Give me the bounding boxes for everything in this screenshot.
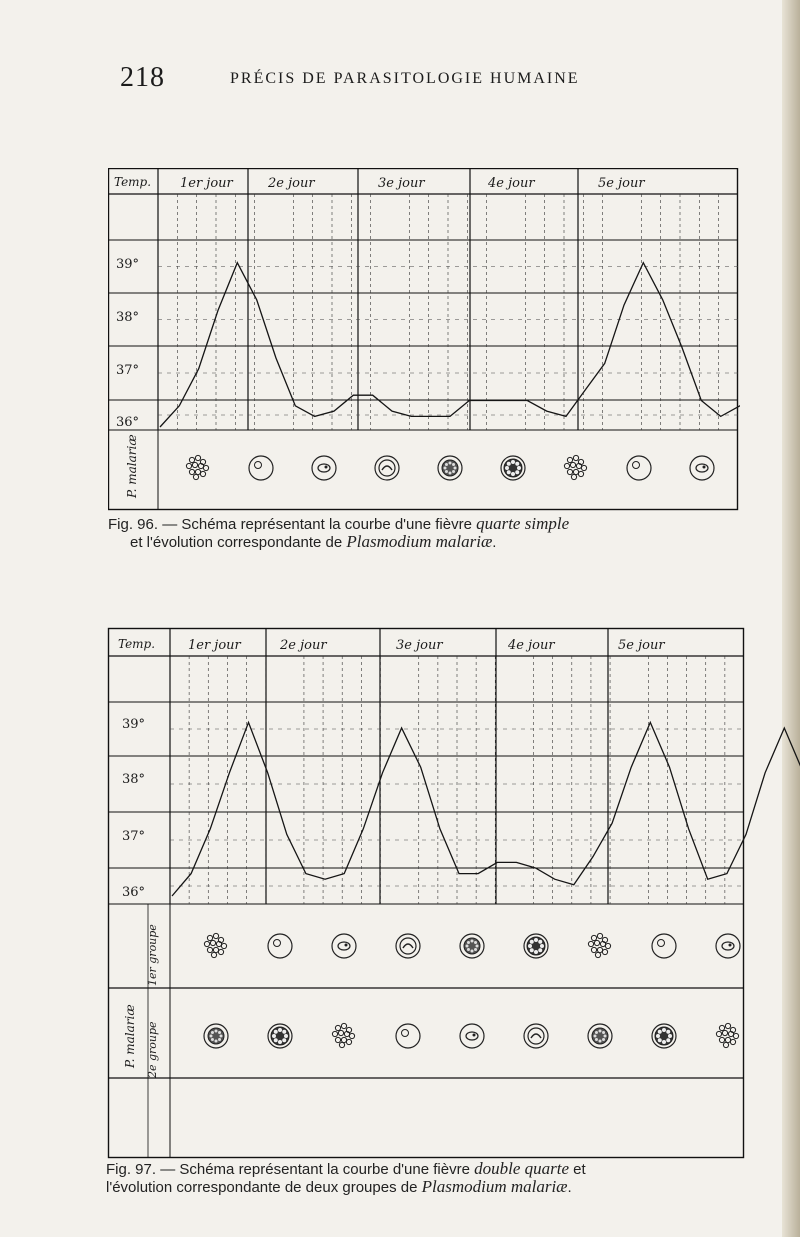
parasite-rosette [515, 470, 519, 474]
parasite-schizont [213, 947, 218, 952]
parasite-rosette [511, 460, 515, 464]
parasite-schizont [605, 943, 610, 948]
page-number: 218 [120, 62, 165, 93]
temp-label: 39° [116, 257, 140, 272]
parasite-rosette [282, 1030, 286, 1034]
parasite-rosette [515, 462, 519, 466]
parasite-ring [473, 1034, 476, 1037]
parasite-segmented [210, 1035, 213, 1038]
parasite-rosette [528, 944, 532, 948]
parasite-rosette [278, 1040, 282, 1044]
parasite-row-label: P. malariæ [125, 434, 139, 498]
parasite-schizont [602, 949, 607, 954]
parasite-segmented [449, 472, 452, 475]
day-header: 4e jour [488, 176, 535, 191]
parasite-ring [325, 466, 328, 469]
parasite-segmented [445, 463, 448, 466]
parasite-rosette [658, 1038, 662, 1042]
parasite-ring [716, 934, 740, 958]
parasite-young [274, 940, 281, 947]
parasite-schizont [221, 943, 226, 948]
parasite-schizont [195, 469, 200, 474]
caption-emphasis: Plasmodium malariæ [346, 532, 493, 551]
parasite-rosette [534, 950, 538, 954]
parasite-segmented [471, 940, 474, 943]
parasite-rosette [511, 472, 515, 476]
day-header: 5e jour [598, 176, 645, 191]
parasite-band [528, 1028, 544, 1044]
parasite-rosette [272, 1034, 276, 1038]
parasite-segmented [599, 1040, 602, 1043]
parasite-rosette [530, 948, 534, 952]
parasite-segmented [211, 1038, 214, 1041]
parasite-schizont [591, 935, 596, 940]
caption-emphasis: double quarte [474, 1159, 569, 1178]
parasite-schizont [567, 457, 572, 462]
parasite-schizont [207, 947, 212, 952]
page-header [0, 62, 800, 102]
temp-header: Temp. [114, 175, 152, 189]
caption-text: l'évolution correspondante de deux groupes de [106, 1179, 418, 1196]
parasite-schizont [573, 455, 578, 460]
caption-text: — Schéma représentant la courbe d'une fièvre [162, 516, 472, 533]
parasite-rosette [540, 944, 544, 948]
parasite-rosette [668, 1034, 672, 1038]
parasite-schizont [595, 952, 600, 957]
parasite-band [403, 944, 413, 948]
parasite-schizont [719, 1025, 724, 1030]
parasite-schizont [733, 1033, 738, 1038]
parasite-ring [345, 944, 348, 947]
parasite-schizont [218, 949, 223, 954]
parasite-ring [466, 1032, 478, 1040]
parasite-schizont [346, 1039, 351, 1044]
parasite-schizont [571, 474, 576, 479]
figure-96-caption [108, 515, 748, 551]
caption-text: — Schéma représentant la courbe d'une fièvre [160, 1161, 470, 1178]
parasite-schizont [730, 1039, 735, 1044]
parasite-young [268, 934, 292, 958]
parasite-schizont [211, 952, 216, 957]
parasite-ring [729, 944, 732, 947]
figure-97-full [108, 628, 748, 1078]
parasite-segmented [471, 950, 474, 953]
temp-label: 39° [122, 717, 146, 732]
parasite-segmented [602, 1031, 605, 1034]
parasite-rosette [507, 470, 511, 474]
group-label: 1er groupe [146, 924, 159, 986]
parasite-schizont [189, 457, 194, 462]
parasite-schizont [335, 1037, 340, 1042]
parasite-schizont [722, 1030, 727, 1035]
parasite-young [249, 456, 273, 480]
parasite-segmented [604, 1035, 607, 1038]
parasite-row-label: P. malariæ [123, 1004, 137, 1068]
parasite-rosette [534, 938, 538, 942]
parasite-schizont [200, 471, 205, 476]
parasite-segmented [220, 1035, 223, 1038]
parasite-schizont [567, 469, 572, 474]
parasite-band [382, 466, 392, 470]
caption-label: Fig. 97. [106, 1161, 157, 1178]
figure-96 [108, 168, 740, 512]
parasite-ring [696, 464, 708, 472]
parasite-rosette [284, 1034, 288, 1038]
parasite-rosette [538, 948, 542, 952]
temp-label: 36° [122, 885, 146, 900]
parasite-segmented [595, 1038, 598, 1041]
parasite-ring [722, 942, 734, 950]
group-label: 2e groupe [146, 1021, 159, 1078]
parasite-schizont [338, 1030, 343, 1035]
parasite-schizont [725, 1023, 730, 1028]
parasite-rosette [666, 1030, 670, 1034]
parasite-rosette [517, 466, 521, 470]
parasite-rosette [662, 1028, 666, 1032]
parasite-schizont [335, 1025, 340, 1030]
caption-text: . [492, 534, 497, 551]
parasite-schizont [341, 1037, 346, 1042]
parasite-young [658, 940, 665, 947]
parasite-rosette [656, 1034, 660, 1038]
parasite-segmented [466, 945, 469, 948]
parasite-segmented [454, 467, 457, 470]
parasite-rosette [662, 1040, 666, 1044]
day-header: 2e jour [280, 638, 327, 653]
parasite-segmented [474, 941, 477, 944]
parasite-schizont [189, 469, 194, 474]
parasite-band [531, 1034, 541, 1038]
caption-text: et [573, 1161, 586, 1178]
parasite-ring [460, 1024, 484, 1048]
day-header: 4e jour [508, 638, 555, 653]
parasite-segmented [444, 467, 447, 470]
parasite-segmented [445, 470, 448, 473]
caption-emphasis: quarte simple [476, 514, 570, 533]
parasite-schizont [207, 935, 212, 940]
temp-header: Temp. [118, 637, 156, 651]
parasite-rosette [666, 1038, 670, 1042]
parasite-ring [338, 942, 350, 950]
parasite-rosette [507, 462, 511, 466]
parasite-young [402, 1030, 409, 1037]
parasite-rosette [530, 940, 534, 944]
caption-text: et l'évolution correspondante de [130, 534, 343, 551]
caption-text: . [567, 1179, 572, 1196]
temp-label: 38° [116, 310, 140, 325]
parasite-schizont [203, 465, 208, 470]
parasite-schizont [723, 1042, 728, 1047]
parasite-schizont [725, 1037, 730, 1042]
parasite-schizont [719, 1037, 724, 1042]
parasite-schizont [588, 941, 593, 946]
parasite-schizont [213, 933, 218, 938]
parasite-young [627, 456, 651, 480]
parasite-schizont [339, 1042, 344, 1047]
caption-emphasis: Plasmodium malariæ [421, 1177, 568, 1196]
parasite-schizont [716, 1031, 721, 1036]
parasite-young [633, 462, 640, 469]
parasite-segmented [467, 941, 470, 944]
day-header: 1er jour [180, 176, 233, 191]
temp-label: 36° [116, 415, 140, 430]
temperature-curve [160, 263, 740, 427]
parasite-segmented [476, 945, 479, 948]
parasite-rosette [278, 1028, 282, 1032]
day-header: 3e jour [396, 638, 443, 653]
day-header: 5e jour [618, 638, 665, 653]
parasite-rosette [282, 1038, 286, 1042]
day-header: 1er jour [188, 638, 241, 653]
caption-label: Fig. 96. [108, 516, 159, 533]
page-edge-shadow [782, 0, 800, 1237]
parasite-ring [332, 934, 356, 958]
frame [109, 169, 738, 510]
parasite-band [379, 460, 395, 476]
parasite-ring [690, 456, 714, 480]
parasite-segmented [215, 1040, 218, 1043]
parasite-ring [312, 456, 336, 480]
parasite-young [652, 934, 676, 958]
day-header: 3e jour [378, 176, 425, 191]
parasite-segmented [595, 1031, 598, 1034]
parasite-schizont [341, 1023, 346, 1028]
parasite-young [255, 462, 262, 469]
parasite-segmented [467, 948, 470, 951]
temp-label: 37° [116, 363, 140, 378]
temp-label: 38° [122, 772, 146, 787]
parasite-rosette [538, 940, 542, 944]
parasite-segmented [211, 1031, 214, 1034]
figure-97-wrapper [108, 628, 748, 1078]
parasite-schizont [597, 933, 602, 938]
figure-96-chart [108, 168, 740, 512]
parasite-schizont [564, 463, 569, 468]
parasite-schizont [581, 465, 586, 470]
parasite-band [400, 938, 416, 954]
parasite-segmented [452, 463, 455, 466]
parasite-segmented [602, 1038, 605, 1041]
figure-97-caption [106, 1160, 756, 1196]
parasite-schizont [192, 462, 197, 467]
parasite-rosette [274, 1030, 278, 1034]
parasite-schizont [195, 455, 200, 460]
parasite-rosette [274, 1038, 278, 1042]
running-title: PRÉCIS DE PARASITOLOGIE HUMAINE [230, 70, 580, 87]
parasite-schizont [332, 1031, 337, 1036]
parasite-young [396, 1024, 420, 1048]
parasite-schizont [594, 940, 599, 945]
parasite-ring [703, 466, 706, 469]
parasite-schizont [570, 462, 575, 467]
parasite-segmented [452, 470, 455, 473]
parasite-segmented [599, 1030, 602, 1033]
parasite-schizont [193, 474, 198, 479]
parasite-schizont [349, 1033, 354, 1038]
parasite-schizont [204, 941, 209, 946]
day-header: 2e jour [268, 176, 315, 191]
parasite-schizont [210, 940, 215, 945]
temp-label: 37° [122, 829, 146, 844]
parasite-schizont [186, 463, 191, 468]
parasite-segmented [474, 948, 477, 951]
parasite-schizont [573, 469, 578, 474]
parasite-segmented [449, 462, 452, 465]
parasite-rosette [658, 1030, 662, 1034]
parasite-segmented [215, 1030, 218, 1033]
parasite-ring [318, 464, 330, 472]
parasite-schizont [578, 471, 583, 476]
parasite-rosette [505, 466, 509, 470]
parasite-segmented [594, 1035, 597, 1038]
parasite-segmented [218, 1038, 221, 1041]
parasite-schizont [597, 947, 602, 952]
parasite-segmented [218, 1031, 221, 1034]
parasite-schizont [591, 947, 596, 952]
